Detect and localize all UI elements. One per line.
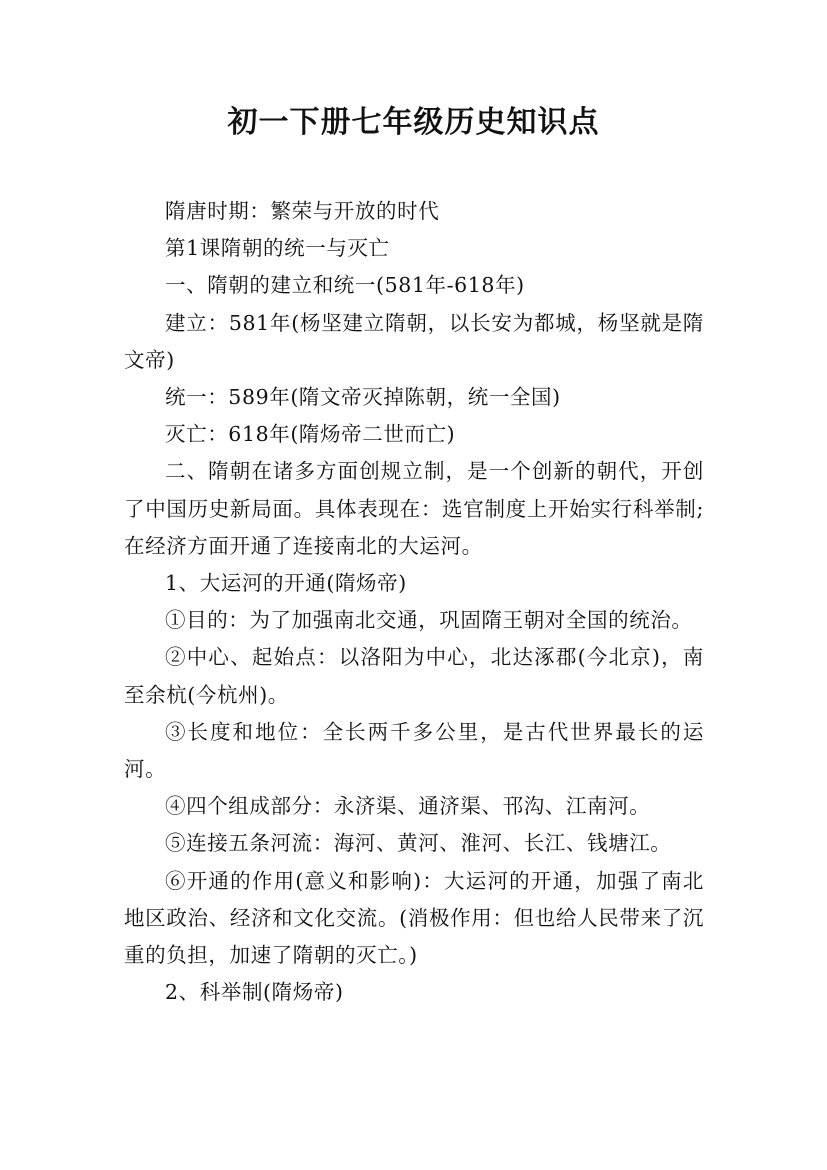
document-body <box>124 193 704 1011</box>
paragraph-unification: 统一：589年(隋文帝灭掉陈朝，统一全国) <box>165 385 561 410</box>
paragraph-section-two: 二、隋朝在诸多方面创规立制，是一个创新的朝代，开创了中国历史新局面。具体表现在：选官制度上开始实行科举制;在经济方面开通了连接南北的大运河。 <box>124 459 704 558</box>
paragraph-era-heading: 隋唐时期：繁荣与开放的时代 <box>165 199 440 223</box>
paragraph-canal-center: ②中心、起始点：以洛阳为中心，北达涿郡(今北京)，南至余杭(今杭州)。 <box>124 645 704 707</box>
paragraph-section-one-heading: 一、隋朝的建立和统一(581年-618年) <box>165 273 525 298</box>
paragraph-lesson-title: 第1课隋朝的统一与灭亡 <box>165 236 390 261</box>
paragraph-imperial-exam-heading: 2、科举制(隋炀帝) <box>165 980 344 1005</box>
paragraph-fall: 灭亡：618年(隋炀帝二世而亡) <box>165 422 456 447</box>
paragraph-canal-effects: ⑥开通的作用(意义和影响)：大运河的开通，加强了南北地区政治、经济和文化交流。(消极作用：但也给人民带来了沉重的负担，加速了隋朝的灭亡。) <box>124 868 704 968</box>
paragraph-grand-canal-heading: 1、大运河的开通(隋炀帝) <box>165 571 407 596</box>
paragraph-canal-length: ③长度和地位：全长两千多公里，是古代世界最长的运河。 <box>124 719 704 782</box>
paragraph-canal-purpose: ①目的：为了加强南北交通，巩固隋王朝对全国的统治。 <box>165 608 693 633</box>
paragraph-canal-parts: ④四个组成部分：永济渠、通济渠、邗沟、江南河。 <box>165 794 651 819</box>
paragraph-founding: 建立：581年(杨坚建立隋朝，以长安为都城，杨坚就是隋文帝) <box>124 310 704 372</box>
document-title: 初一下册七年级历史知识点 <box>227 105 600 140</box>
paragraph-canal-rivers: ⑤连接五条河流：海河、黄河、淮河、长江、钱塘江。 <box>165 831 672 856</box>
